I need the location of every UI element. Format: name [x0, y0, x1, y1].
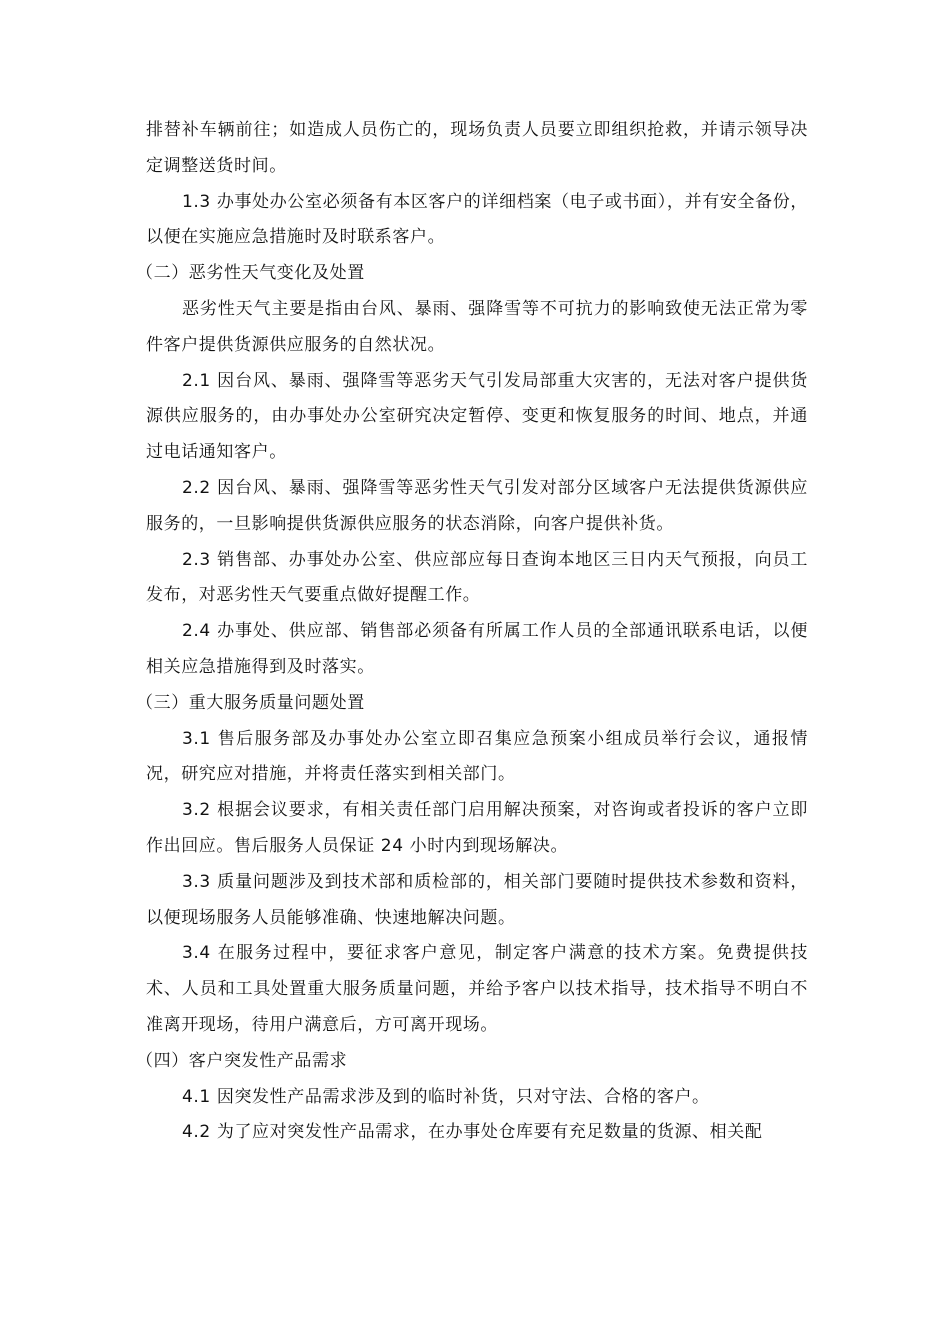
paragraph-3-1: 3.1 售后服务部及办事处办公室立即召集应急预案小组成员举行会议，通报情况，研究应对措施，并将责任落实到相关部门。	[146, 728, 808, 785]
paragraph-weather-intro: 恶劣性天气主要是指由台风、暴雨、强降雪等不可抗力的影响致使无法正常为零件客户提供货源供应服务的自然状况。	[146, 298, 808, 355]
paragraph-2-4: 2.4 办事处、供应部、销售部必须备有所属工作人员的全部通讯联系电话，以便相关应急措施得到及时落实。	[146, 621, 808, 677]
paragraph-4-1: 4.1 因突发性产品需求涉及到的临时补货，只对守法、合格的客户。	[182, 1086, 710, 1107]
paragraph-3-3: 3.3 质量问题涉及到技术部和质检部的，相关部门要随时提供技术参数和资料，以便现场服务人员能够准确、快速地解决问题。	[146, 871, 808, 928]
paragraph-4-2: 4.2 为了应对突发性产品需求，在办事处仓库要有充足数量的货源、相关配	[182, 1122, 763, 1143]
paragraph-continuation: 排替补车辆前往；如造成人员伤亡的，现场负责人员要立即组织抢救，并请示领导决定调整送货时间。	[146, 120, 808, 176]
section-heading-weather: （二）恶劣性天气变化及处置	[136, 263, 365, 284]
paragraph-1-3: 1.3 办事处办公室必须备有本区客户的详细档案（电子或书面），并有安全备份，以便在实施应急措施时及时联系客户。	[146, 191, 808, 248]
paragraph-2-2: 2.2 因台风、暴雨、强降雪等恶劣性天气引发对部分区域客户无法提供货源供应服务的，一旦影响提供货源供应服务的状态消除，向客户提供补货。	[146, 477, 808, 534]
paragraph-3-4: 3.4 在服务过程中，要征求客户意见，制定客户满意的技术方案。免费提供技术、人员和工具处置重大服务质量问题，并给予客户以技术指导，技术指导不明白不准离开现场，待用户满意后，方可离开现场。	[146, 943, 808, 1035]
paragraph-3-2: 3.2 根据会议要求，有相关责任部门启用解决预案，对咨询或者投诉的客户立即作出回应。售后服务人员保证 24 小时内到现场解决。	[146, 800, 808, 856]
document-body	[136, 113, 808, 1151]
paragraph-2-1: 2.1 因台风、暴雨、强降雪等恶劣天气引发局部重大灾害的，无法对客户提供货源供应服务的，由办事处办公室研究决定暂停、变更和恢复服务的时间、地点，并通过电话通知客户。	[146, 370, 808, 463]
section-heading-demand: （四）客户突发性产品需求	[136, 1050, 348, 1071]
section-heading-quality: （三）重大服务质量问题处置	[136, 692, 365, 713]
paragraph-2-3: 2.3 销售部、办事处办公室、供应部应每日查询本地区三日内天气预报，向员工发布，对恶劣性天气要重点做好提醒工作。	[146, 549, 808, 606]
